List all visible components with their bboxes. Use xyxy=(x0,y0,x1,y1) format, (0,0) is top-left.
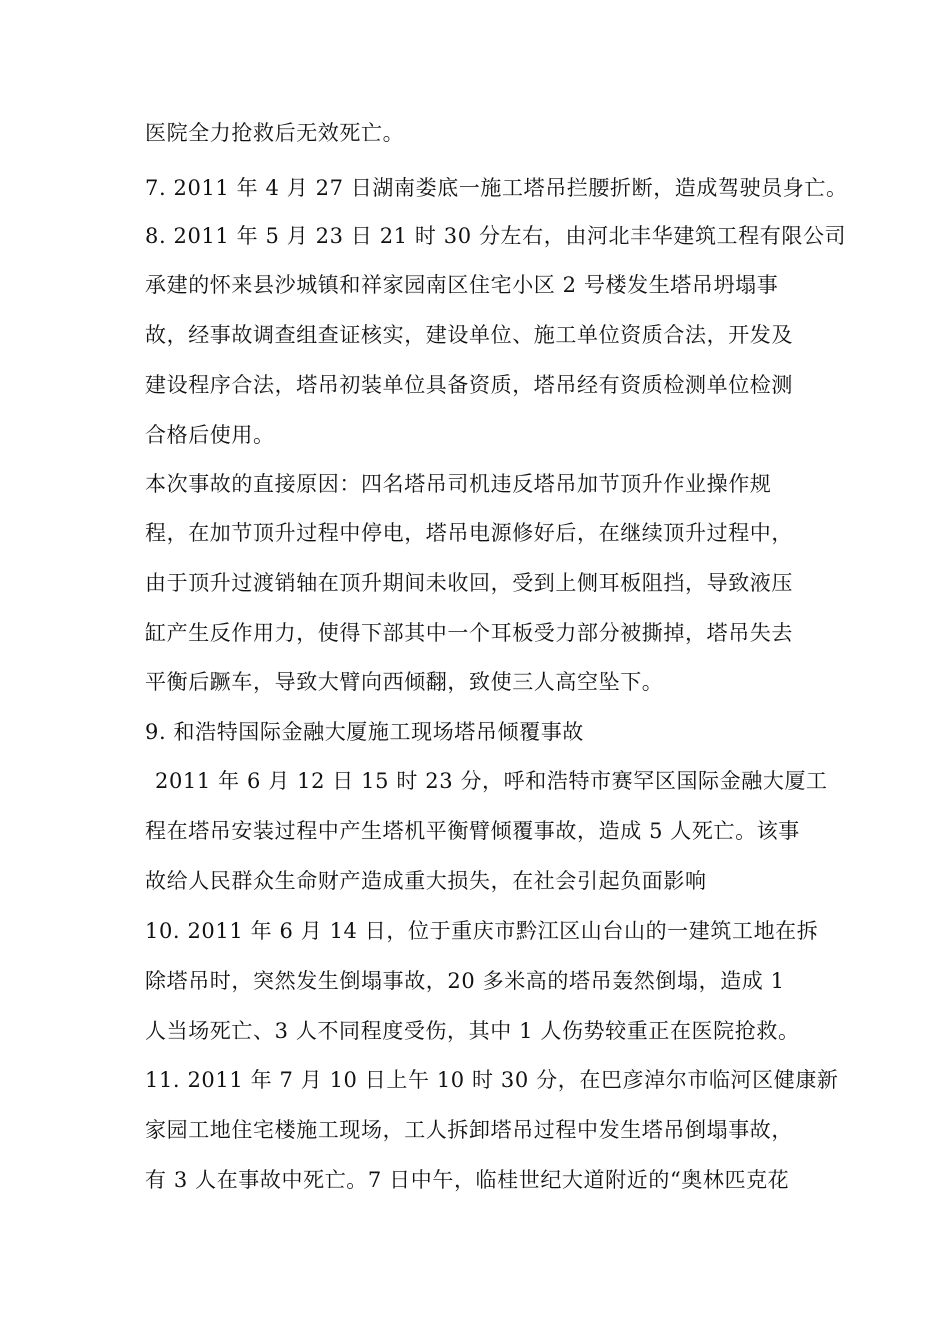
text-line: 人当场死亡、3 人不同程度受伤，其中 1 人伤势较重正在医院抢救。 xyxy=(145,1019,800,1043)
text-line: 2011 年 6 月 12 日 15 时 23 分，呼和浩特市赛罕区国际金融大厦工 xyxy=(155,769,828,793)
text-line: 由于顶升过渡销轴在顶升期间未收回，受到上侧耳板阻挡，导致液压 xyxy=(145,571,793,595)
text-line: 缸产生反作用力，使得下部其中一个耳板受力部分被撕掉，塔吊失去 xyxy=(145,621,793,645)
text-line: 家园工地住宅楼施工现场，工人拆卸塔吊过程中发生塔吊倒塌事故， xyxy=(145,1118,793,1142)
section-heading: 9. 和浩特国际金融大厦施工现场塔吊倾覆事故 xyxy=(145,720,584,744)
text-line: 程，在加节顶升过程中停电，塔吊电源修好后，在继续顶升过程中， xyxy=(145,521,793,545)
text-line: 合格后使用。 xyxy=(145,423,275,447)
text-line: 11. 2011 年 7 月 10 日上午 10 时 30 分，在巴彦淖尔市临河区健康新 xyxy=(145,1068,839,1092)
text-line: 本次事故的直接原因：四名塔吊司机违反塔吊加节顶升作业操作规 xyxy=(145,472,772,496)
text-line: 8. 2011 年 5 月 23 日 21 时 30 分左右，由河北丰华建筑工程有限公司 xyxy=(145,224,847,248)
text-line: 承建的怀来县沙城镇和祥家园南区住宅小区 2 号楼发生塔吊坍塌事 xyxy=(145,273,779,297)
text-line: 除塔吊时，突然发生倒塌事故，20 多米高的塔吊轰然倒塌，造成 1 xyxy=(145,969,785,993)
text-line: 7. 2011 年 4 月 27 日湖南娄底一施工塔吊拦腰折断，造成驾驶员身亡。 xyxy=(145,176,848,200)
text-line: 故，经事故调查组查证核实，建设单位、施工单位资质合法，开发及 xyxy=(145,323,793,347)
text-line: 有 3 人在事故中死亡。7 日中午，临桂世纪大道附近的“奥林匹克花 xyxy=(145,1168,790,1192)
text-line: 10. 2011 年 6 月 14 日，位于重庆市黔江区山台山的一建筑工地在拆 xyxy=(145,919,819,943)
text-line: 故给人民群众生命财产造成重大损失，在社会引起负面影响 xyxy=(145,869,707,893)
text-line: 建设程序合法，塔吊初装单位具备资质，塔吊经有资质检测单位检测 xyxy=(145,373,793,397)
text-line: 医院全力抢救后无效死亡。 xyxy=(145,121,405,145)
text-line: 平衡后蹶车，导致大臂向西倾翻，致使三人高空坠下。 xyxy=(145,670,664,694)
text-line: 程在塔吊安装过程中产生塔机平衡臂倾覆事故，造成 5 人死亡。该事 xyxy=(145,819,800,843)
